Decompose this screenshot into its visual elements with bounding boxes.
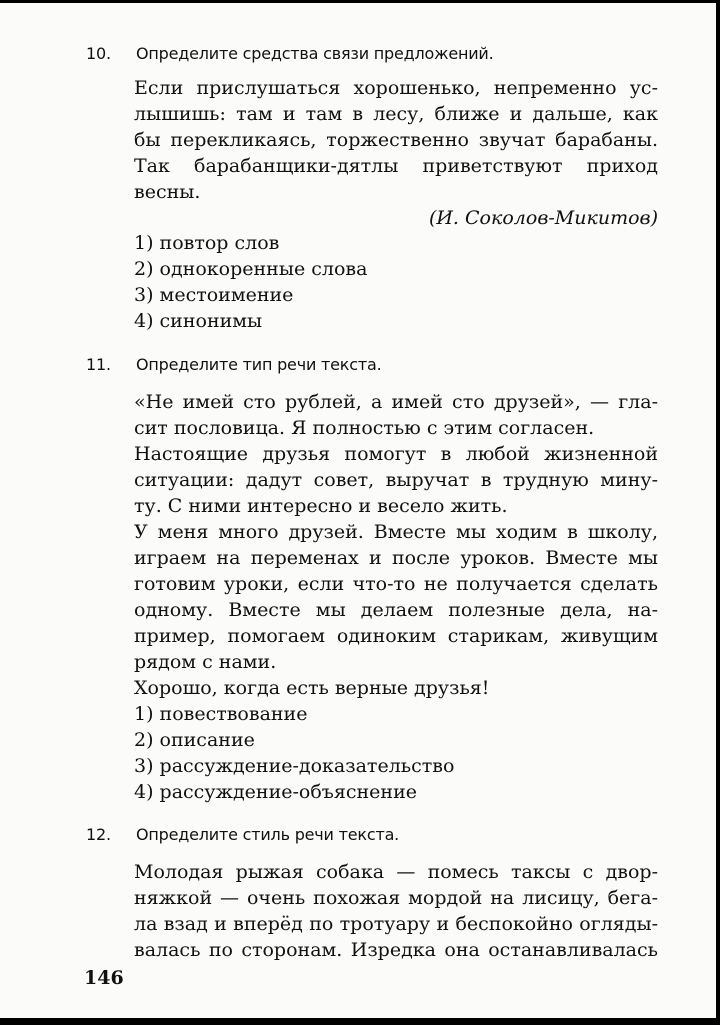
text-line: одному. Вместе мы делаем полезные дела, на-	[134, 599, 658, 621]
task-number: 11.	[86, 355, 111, 374]
text-line: «Не имей сто рублей, а имей сто друзей», — гла-	[134, 391, 658, 413]
task-prompt: Определите тип речи текста.	[136, 355, 382, 374]
text-line: Настоящие друзья помогут в любой жизненной	[134, 443, 658, 465]
task-11-text	[134, 389, 658, 701]
text-line: У меня много друзей. Вместе мы ходим в школу,	[134, 521, 658, 543]
answer-option: 1) повтор слов	[134, 232, 280, 254]
task-number: 12.	[86, 825, 111, 844]
text-line: ситуации: дадут совет, выручат в трудную мину-	[134, 469, 658, 491]
bottom-edge	[0, 1018, 720, 1025]
task-12-header	[86, 825, 399, 844]
task-11-header	[86, 355, 381, 374]
textbook-page	[0, 3, 716, 1018]
answer-option: 2) однокоренные слова	[134, 258, 368, 280]
text-line: сит пословица. Я полностью с этим согласен.	[134, 417, 595, 439]
text-line: готовим уроки, если что-то не получается сделать	[134, 573, 658, 595]
answer-option: 3) местоимение	[134, 284, 294, 306]
text-line: играем на переменах и после уроков. Вместе мы	[134, 547, 658, 569]
task-prompt: Определите стиль речи текста.	[136, 825, 400, 844]
task-number: 10.	[86, 44, 111, 63]
task-prompt: Определите средства связи предложений.	[136, 44, 494, 63]
text-line: пример, помогаем одиноким старикам, живущим	[134, 625, 658, 647]
page-edge-shadow	[716, 0, 720, 1025]
text-line: ту. С ними интересно и весело жить.	[134, 495, 508, 517]
attribution: (И. Соколов-Микитов)	[428, 207, 658, 229]
text-line: рядом с нами.	[134, 651, 277, 673]
task-10-header	[86, 44, 494, 63]
task-11-options	[134, 701, 454, 805]
text-line: бы перекликаясь, торжественно звучат барабаны.	[134, 129, 658, 151]
answer-option: 1) повествование	[134, 703, 308, 725]
page-number: 146	[84, 967, 124, 989]
text-line: Молодая рыжая собака — помесь таксы с двор-	[134, 861, 658, 883]
text-line: валась по сторонам. Изредка она останавливалась	[134, 939, 658, 961]
answer-option: 3) рассуждение-доказательство	[134, 755, 455, 777]
answer-option: 4) синонимы	[134, 310, 263, 332]
task-10-text	[134, 75, 658, 231]
text-line: няжкой — очень похожая мордой на лисицу, бега-	[134, 887, 658, 909]
text-line: ла взад и вперёд по тротуару и беспокойно огляды-	[134, 913, 658, 935]
answer-option: 2) описание	[134, 729, 255, 751]
text-line: Хорошо, когда есть верные друзья!	[134, 677, 490, 699]
text-line: Так барабанщики-дятлы приветствуют приход	[134, 155, 658, 177]
text-line: весны.	[134, 181, 201, 203]
task-12-text	[134, 859, 658, 963]
text-line: Если прислушаться хорошенько, непременно ус-	[134, 77, 658, 99]
task-10-options	[134, 230, 367, 334]
text-line: лышишь: там и там в лесу, ближе и дальше, как	[134, 103, 658, 125]
answer-option: 4) рассуждение-объяснение	[134, 781, 417, 803]
